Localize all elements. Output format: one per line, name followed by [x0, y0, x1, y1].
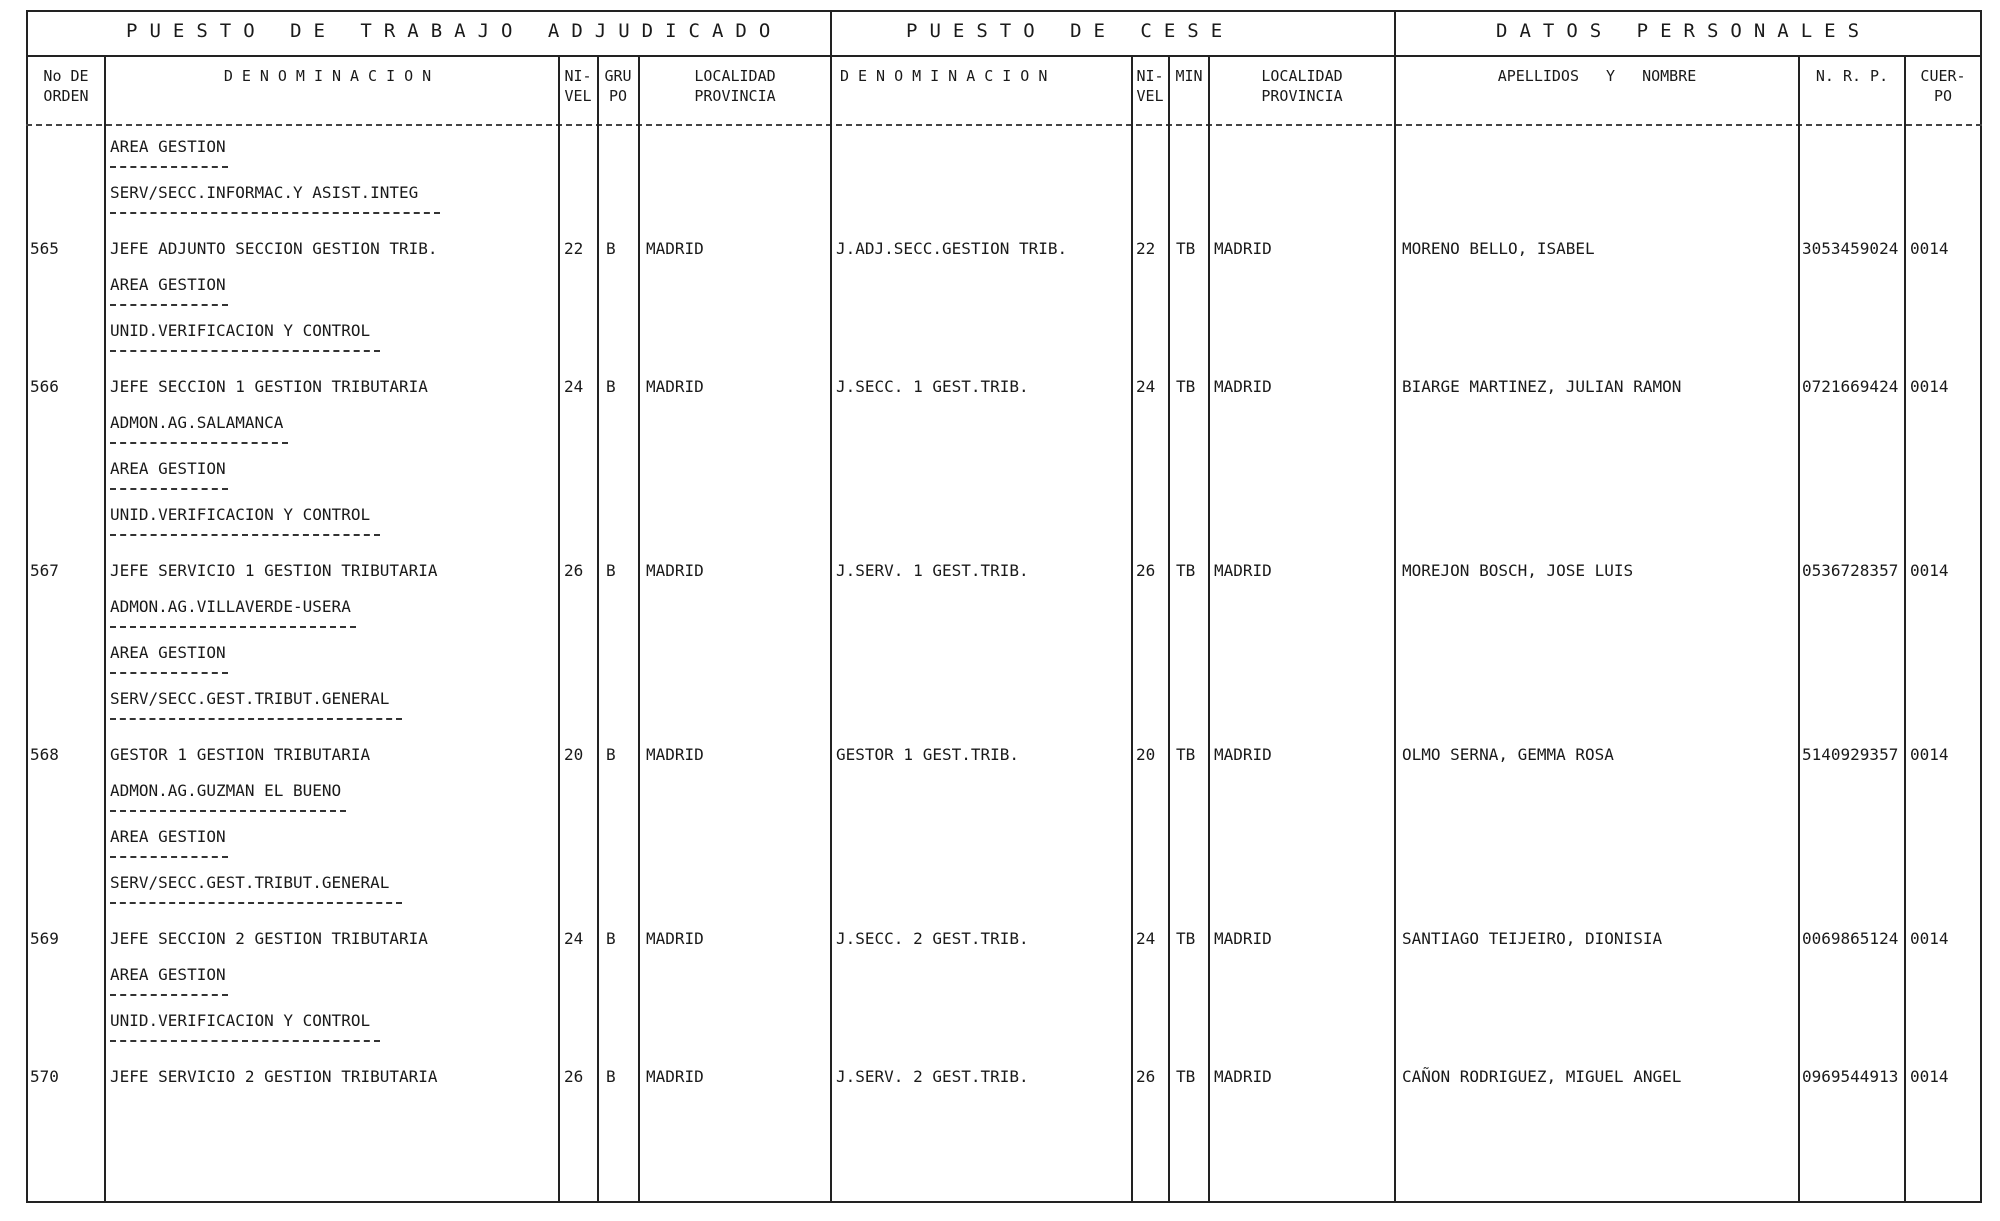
unit-underline	[110, 488, 228, 490]
table-row	[26, 1058, 1982, 1104]
unit-label: SERV/SECC.INFORMAC.Y ASIST.INTEG	[110, 183, 419, 202]
nivel-cell: 26	[564, 1067, 584, 1086]
min-cell: TB	[1176, 377, 1196, 396]
nrp-cell: 0721669424	[1802, 377, 1899, 396]
orden-cell: 570	[30, 1067, 59, 1086]
unit-label: SERV/SECC.GEST.TRIBUT.GENERAL	[110, 689, 390, 708]
cese-nivel-cell: 26	[1136, 1067, 1156, 1086]
grupo-cell: B	[606, 929, 616, 948]
nivel-cell: 24	[564, 377, 584, 396]
nrp-cell: 0536728357	[1802, 561, 1899, 580]
cese-nivel-cell: 22	[1136, 239, 1156, 258]
table-row	[26, 736, 1982, 782]
nombre-cell: MORENO BELLO, ISABEL	[1402, 239, 1595, 258]
colhead-cese-nivel-1: NI-	[1136, 67, 1164, 85]
table-row	[26, 920, 1982, 966]
localidad-cell: MADRID	[646, 561, 704, 580]
unit-label: AREA GESTION	[110, 137, 226, 156]
cese-localidad-cell: MADRID	[1214, 377, 1272, 396]
group-header-cese: PUESTO DE CESE	[906, 20, 1235, 42]
min-cell: TB	[1176, 239, 1196, 258]
resolution-table	[26, 10, 1982, 1203]
colhead-cuerpo-2: PO	[1933, 87, 1953, 105]
orden-cell: 566	[30, 377, 59, 396]
col-line-min	[1208, 55, 1210, 1203]
unit-label: ADMON.AG.GUZMAN EL BUENO	[110, 781, 342, 800]
table-row	[26, 552, 1982, 598]
table-border-top	[26, 10, 1982, 12]
unit-label: ADMON.AG.VILLAVERDE-USERA	[110, 597, 351, 616]
col-line-cese-denominacion	[1131, 55, 1133, 1203]
nombre-cell: SANTIAGO TEIJEIRO, DIONISIA	[1402, 929, 1663, 948]
colhead-cuerpo-1: CUER-	[1920, 67, 1966, 85]
localidad-cell: MADRID	[646, 239, 704, 258]
col-line-nivel	[597, 55, 599, 1203]
localidad-cell: MADRID	[646, 745, 704, 764]
min-cell: TB	[1176, 1067, 1196, 1086]
cuerpo-cell: 0014	[1910, 377, 1949, 396]
localidad-cell: MADRID	[646, 929, 704, 948]
unit-underline	[110, 1040, 380, 1042]
colhead-apellidos: APELLIDOS Y NOMBRE	[1497, 67, 1697, 85]
orden-cell: 568	[30, 745, 59, 764]
table-row	[26, 368, 1982, 414]
unit-underline	[110, 304, 228, 306]
denominacion-cell: JEFE SECCION 1 GESTION TRIBUTARIA	[110, 377, 428, 396]
cuerpo-cell: 0014	[1910, 745, 1949, 764]
cese-localidad-cell: MADRID	[1214, 1067, 1272, 1086]
colhead-cese-denominacion: DENOMINACION	[840, 67, 1057, 85]
unit-label: AREA GESTION	[110, 965, 226, 984]
unit-label: SERV/SECC.GEST.TRIBUT.GENERAL	[110, 873, 390, 892]
cese-localidad-cell: MADRID	[1214, 929, 1272, 948]
colhead-min: MIN	[1175, 67, 1203, 85]
nivel-cell: 20	[564, 745, 584, 764]
grupo-cell: B	[606, 239, 616, 258]
colhead-nivel-2: VEL	[564, 87, 592, 105]
unit-label: UNID.VERIFICACION Y CONTROL	[110, 505, 371, 524]
cuerpo-cell: 0014	[1910, 561, 1949, 580]
col-line-grupo	[638, 55, 640, 1203]
header-divider	[26, 55, 1982, 57]
cese-localidad-cell: MADRID	[1214, 239, 1272, 258]
grupo-cell: B	[606, 1067, 616, 1086]
denominacion-cell: JEFE SECCION 2 GESTION TRIBUTARIA	[110, 929, 428, 948]
min-cell: TB	[1176, 561, 1196, 580]
nrp-cell: 0969544913	[1802, 1067, 1899, 1086]
col-line-nrp	[1904, 55, 1906, 1203]
denominacion-cell: JEFE ADJUNTO SECCION GESTION TRIB.	[110, 239, 438, 258]
min-cell: TB	[1176, 745, 1196, 764]
min-cell: TB	[1176, 929, 1196, 948]
unit-underline	[110, 626, 356, 628]
colhead-localidad-2: PROVINCIA	[694, 87, 776, 105]
nrp-cell: 0069865124	[1802, 929, 1899, 948]
col-line-denominacion	[558, 55, 560, 1203]
nombre-cell: MOREJON BOSCH, JOSE LUIS	[1402, 561, 1634, 580]
unit-label: AREA GESTION	[110, 827, 226, 846]
colhead-grupo-1: GRU	[604, 67, 632, 85]
orden-cell: 569	[30, 929, 59, 948]
nombre-cell: OLMO SERNA, GEMMA ROSA	[1402, 745, 1614, 764]
group-header-adjudicado: PUESTO DE TRABAJO ADJUDICADO	[126, 20, 783, 42]
colhead-localidad-1: LOCALIDAD	[694, 67, 776, 85]
column-header-divider	[26, 124, 1982, 126]
nivel-cell: 22	[564, 239, 584, 258]
cese-nivel-cell: 20	[1136, 745, 1156, 764]
table-border-left	[26, 10, 28, 1203]
group-header-personales: DATOS PERSONALES	[1496, 20, 1872, 42]
nrp-cell: 3053459024	[1802, 239, 1899, 258]
unit-label: ADMON.AG.SALAMANCA	[110, 413, 284, 432]
cese-denominacion-cell: J.SERV. 1 GEST.TRIB.	[836, 561, 1029, 580]
col-line-cese-nivel	[1168, 55, 1170, 1203]
table-row	[26, 230, 1982, 276]
denominacion-cell: JEFE SERVICIO 1 GESTION TRIBUTARIA	[110, 561, 438, 580]
colhead-orden-1: No DE	[43, 67, 89, 85]
table-border-right	[1980, 10, 1982, 1203]
nivel-cell: 24	[564, 929, 584, 948]
colhead-nivel-1: NI-	[564, 67, 592, 85]
grupo-cell: B	[606, 745, 616, 764]
unit-underline	[110, 810, 346, 812]
unit-label: AREA GESTION	[110, 643, 226, 662]
unit-underline	[110, 672, 228, 674]
unit-underline	[110, 718, 402, 720]
nivel-cell: 26	[564, 561, 584, 580]
unit-label: AREA GESTION	[110, 459, 226, 478]
nombre-cell: CAÑON RODRIGUEZ, MIGUEL ANGEL	[1402, 1067, 1682, 1086]
cese-nivel-cell: 24	[1136, 377, 1156, 396]
colhead-denominacion: DENOMINACION	[223, 67, 441, 85]
cese-denominacion-cell: J.ADJ.SECC.GESTION TRIB.	[836, 239, 1068, 258]
cuerpo-cell: 0014	[1910, 239, 1949, 258]
localidad-cell: MADRID	[646, 377, 704, 396]
cese-denominacion-cell: GESTOR 1 GEST.TRIB.	[836, 745, 1020, 764]
cuerpo-cell: 0014	[1910, 929, 1949, 948]
denominacion-cell: JEFE SERVICIO 2 GESTION TRIBUTARIA	[110, 1067, 438, 1086]
cese-denominacion-cell: J.SECC. 1 GEST.TRIB.	[836, 377, 1029, 396]
colhead-orden-2: ORDEN	[43, 87, 89, 105]
unit-label: AREA GESTION	[110, 275, 226, 294]
unit-underline	[110, 212, 440, 214]
unit-underline	[110, 856, 228, 858]
nombre-cell: BIARGE MARTINEZ, JULIAN RAMON	[1402, 377, 1682, 396]
table-border-bottom	[26, 1201, 1982, 1203]
orden-cell: 567	[30, 561, 59, 580]
unit-underline	[110, 534, 380, 536]
grupo-cell: B	[606, 561, 616, 580]
col-line-apellidos	[1798, 55, 1800, 1203]
colhead-grupo-2: PO	[608, 87, 628, 105]
cuerpo-cell: 0014	[1910, 1067, 1949, 1086]
cese-nivel-cell: 26	[1136, 561, 1156, 580]
orden-cell: 565	[30, 239, 59, 258]
colhead-nrp: N. R. P.	[1815, 67, 1889, 85]
cese-localidad-cell: MADRID	[1214, 561, 1272, 580]
col-line-group-adjudicado	[830, 10, 832, 1203]
unit-underline	[110, 442, 288, 444]
unit-underline	[110, 350, 380, 352]
col-line-group-cese	[1394, 10, 1396, 1203]
colhead-cese-nivel-2: VEL	[1136, 87, 1164, 105]
cese-nivel-cell: 24	[1136, 929, 1156, 948]
colhead-cese-localidad-2: PROVINCIA	[1261, 87, 1343, 105]
grupo-cell: B	[606, 377, 616, 396]
cese-denominacion-cell: J.SECC. 2 GEST.TRIB.	[836, 929, 1029, 948]
unit-label: UNID.VERIFICACION Y CONTROL	[110, 1011, 371, 1030]
cese-denominacion-cell: J.SERV. 2 GEST.TRIB.	[836, 1067, 1029, 1086]
col-line-orden	[104, 55, 106, 1203]
colhead-cese-localidad-1: LOCALIDAD	[1261, 67, 1343, 85]
unit-underline	[110, 166, 228, 168]
denominacion-cell: GESTOR 1 GESTION TRIBUTARIA	[110, 745, 371, 764]
localidad-cell: MADRID	[646, 1067, 704, 1086]
unit-underline	[110, 902, 402, 904]
unit-underline	[110, 994, 228, 996]
unit-label: UNID.VERIFICACION Y CONTROL	[110, 321, 371, 340]
nrp-cell: 5140929357	[1802, 745, 1899, 764]
cese-localidad-cell: MADRID	[1214, 745, 1272, 764]
